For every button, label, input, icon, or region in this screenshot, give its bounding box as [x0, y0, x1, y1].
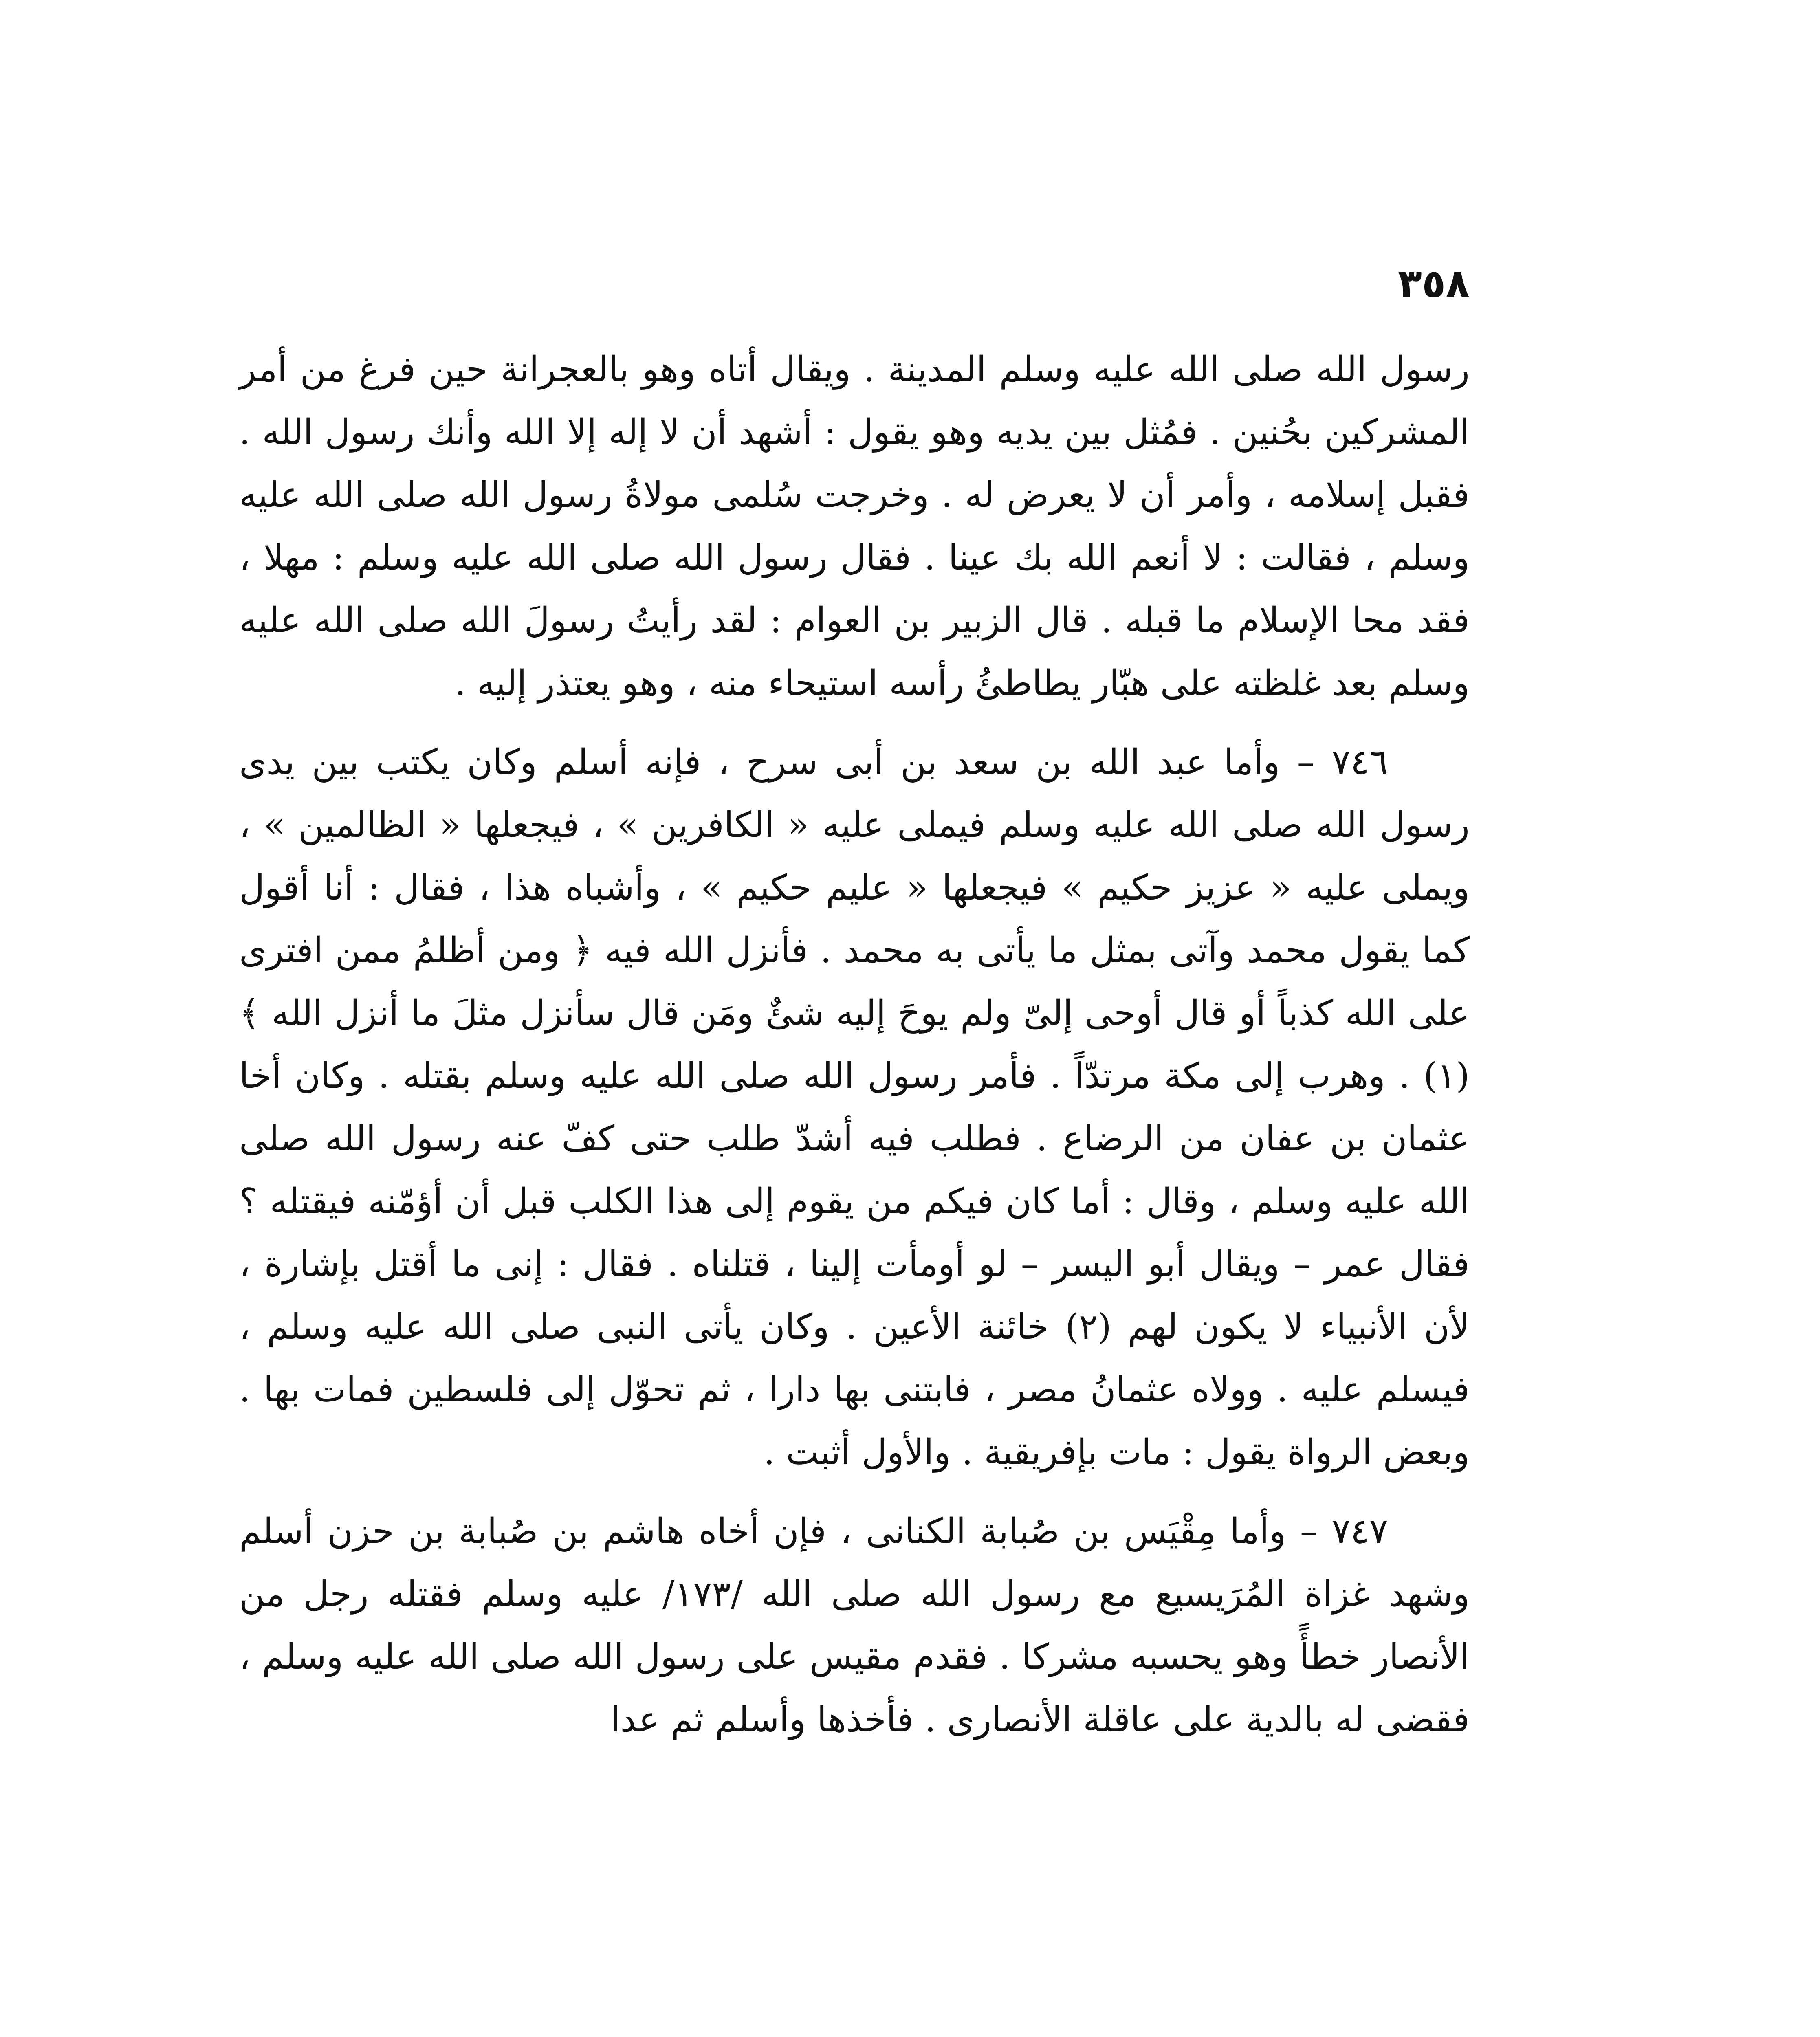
paragraph-746: ٧٤٦ – وأما عبد الله بن سعد بن أبى سرح ، فإنه أسلم وكان يكتب بين يدى رسول الله صلى الله عليه وسلم فيملى عليه « الكافرين » ، فيجعلها « الظالمين » ، ويملى عليه « عزيز حكيم » فيجعلها « عليم حكيم » ، وأشباه هذا ، فقال : أنا أقول كما يقول محمد وآتى بمثل ما يأتى به محمد . فأنزل الله فيه ﴿ ومن أظلمُ ممن افترى على الله كذباً أو قال أوحى إلىّ ولم يوحَ إليه شئٌ ومَن قال سأنزل مثلَ ما أنزل الله ﴾ (١) . وهرب إلى مكة مرتدّاً . فأمر رسول الله صلى الله عليه وسلم بقتله . وكان أخا عثمان بن عفان من الرضاع . فطلب فيه أشدّ طلب حتى كفّ عنه رسول الله صلى الله عليه وسلم ، وقال : أما كان فيكم من يقوم إلى هذا الكلب قبل أن أؤمّنه فيقتله ؟ فقال عمر – ويقال أبو اليسر – لو أومأت إلينا ، قتلناه . فقال : إنى ما أقتل بإشارة ، لأن الأنبياء لا يكون لهم (٢) خائنة الأعين . وكان يأتى النبى صلى الله عليه وسلم ، فيسلم عليه . وولاه عثمانُ مصر ، فابتنى بها دارا ، ثم تحوّل إلى فلسطين فمات بها . وبعض الرواة يقول : مات بإفريقية . والأول أثبت .: [239, 742, 1470, 1473]
main-text: [239, 338, 1470, 1751]
paragraph-747: ٧٤٧ – وأما مِقْيَس بن صُبابة الكنانى ، فإن أخاه هاشم بن صُبابة بن حزن أسلم وشهد غزاة المُرَيسيع مع رسول الله صلى الله /١٧٣/ عليه وسلم فقتله رجل من الأنصار خطأً وهو يحسبه مشركا . فقدم مقيس على رسول الله صلى الله عليه وسلم ، فقضى له بالدية على عاقلة الأنصارى . فأخذها وأسلم ثم عدا: [239, 1511, 1470, 1740]
page-number: ٣٥٨: [1398, 261, 1470, 306]
paragraph-continuation: رسول الله صلى الله عليه وسلم المدينة . ويقال أتاه وهو بالعجرانة حين فرغ من أمر المشركين بحُنين . فمُثل بين يديه وهو يقول : أشهد أن لا إله إلا الله وأنك رسول الله . فقبل إسلامه ، وأمر أن لا يعرض له . وخرجت سُلمى مولاةُ رسول الله صلى الله عليه وسلم ، فقالت : لا أنعم الله بك عينا . فقال رسول الله صلى الله عليه وسلم : مهلا ، فقد محا الإسلام ما قبله . قال الزبير بن العوام : لقد رأيتُ رسولَ الله صلى الله عليه وسلم بعد غلظته على هبّار يطاطئُ رأسه استيحاء منه ، وهو يعتذر إليه .: [239, 349, 1470, 704]
